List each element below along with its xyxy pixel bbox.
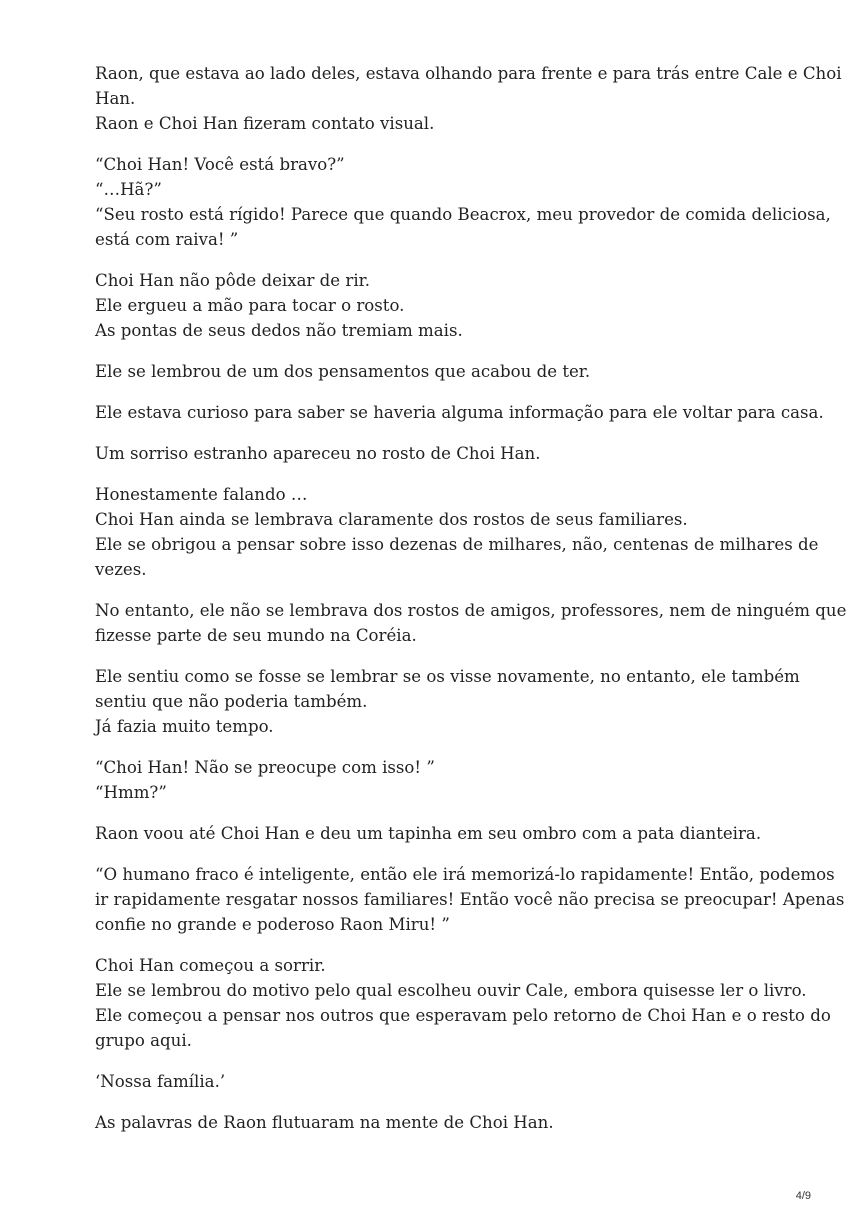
text-line: “…Hã?” <box>95 180 162 199</box>
text-line: “Seu rosto está rígido! Parece que quando Beacrox, meu provedor de comida deliciosa, <box>95 205 831 224</box>
text-line: Choi Han não pôde deixar de rir. <box>95 271 371 290</box>
page-number: 4/9 <box>795 1190 811 1202</box>
paragraph <box>95 598 847 648</box>
text-line: ‘Nossa família.’ <box>95 1072 226 1091</box>
paragraph <box>95 400 824 425</box>
text-line: Honestamente falando … <box>95 485 308 504</box>
paragraph <box>95 441 785 466</box>
paragraph <box>95 664 800 739</box>
paragraph <box>95 755 785 805</box>
text-line: Ele se obrigou a pensar sobre isso dezenas de milhares, não, centenas de milhares de <box>95 535 819 554</box>
paragraph <box>95 268 785 343</box>
document-body <box>95 61 847 1151</box>
paragraph <box>95 1110 785 1135</box>
text-line: Raon e Choi Han fizeram contato visual. <box>95 114 435 133</box>
text-line: sentiu que não poderia também. <box>95 692 368 711</box>
text-line: “Choi Han! Não se preocupe com isso! ” <box>95 758 435 777</box>
text-line: confie no grande e poderoso Raon Miru! ” <box>95 915 450 934</box>
text-line: Choi Han ainda se lembrava claramente dos rostos de seus familiares. <box>95 510 688 529</box>
text-line: fizesse parte de seu mundo na Coréia. <box>95 626 417 645</box>
text-line: vezes. <box>95 560 147 579</box>
text-line: “O humano fraco é inteligente, então ele irá memorizá-lo rapidamente! Então, podemos <box>95 865 835 884</box>
text-line: No entanto, ele não se lembrava dos rostos de amigos, professores, nem de ninguém que <box>95 601 847 620</box>
paragraph <box>95 1069 785 1094</box>
paragraph <box>95 152 831 252</box>
text-line: “Hmm?” <box>95 783 167 802</box>
text-line: Ele sentiu como se fosse se lembrar se os visse novamente, no entanto, ele também <box>95 667 800 686</box>
text-line: Ele estava curioso para saber se haveria alguma informação para ele voltar para casa. <box>95 403 824 422</box>
text-line: Ele começou a pensar nos outros que esperavam pelo retorno de Choi Han e o resto do <box>95 1006 831 1025</box>
paragraph <box>95 953 831 1053</box>
text-line: Ele ergueu a mão para tocar o rosto. <box>95 296 405 315</box>
text-line: Ele se lembrou de um dos pensamentos que acabou de ter. <box>95 362 591 381</box>
text-line: grupo aqui. <box>95 1031 192 1050</box>
text-line: “Choi Han! Você está bravo?” <box>95 155 345 174</box>
paragraph <box>95 359 785 384</box>
text-line: As palavras de Raon flutuaram na mente de Choi Han. <box>95 1113 554 1132</box>
text-line: Raon, que estava ao lado deles, estava olhando para frente e para trás entre Cale e Choi <box>95 64 842 83</box>
text-line: ir rapidamente resgatar nossos familiares! Então você não precisa se preocupar! Apenas <box>95 890 845 909</box>
paragraph <box>95 482 819 582</box>
text-line: Já fazia muito tempo. <box>95 717 274 736</box>
text-line: está com raiva! ” <box>95 230 239 249</box>
text-line: As pontas de seus dedos não tremiam mais. <box>95 321 463 340</box>
paragraph <box>95 61 842 136</box>
text-line: Choi Han começou a sorrir. <box>95 956 326 975</box>
text-line: Raon voou até Choi Han e deu um tapinha em seu ombro com a pata dianteira. <box>95 824 762 843</box>
paragraph <box>95 862 845 937</box>
text-line: Ele se lembrou do motivo pelo qual escolheu ouvir Cale, embora quisesse ler o livro. <box>95 981 807 1000</box>
text-line: Han. <box>95 89 136 108</box>
paragraph <box>95 821 785 846</box>
text-line: Um sorriso estranho apareceu no rosto de Choi Han. <box>95 444 541 463</box>
